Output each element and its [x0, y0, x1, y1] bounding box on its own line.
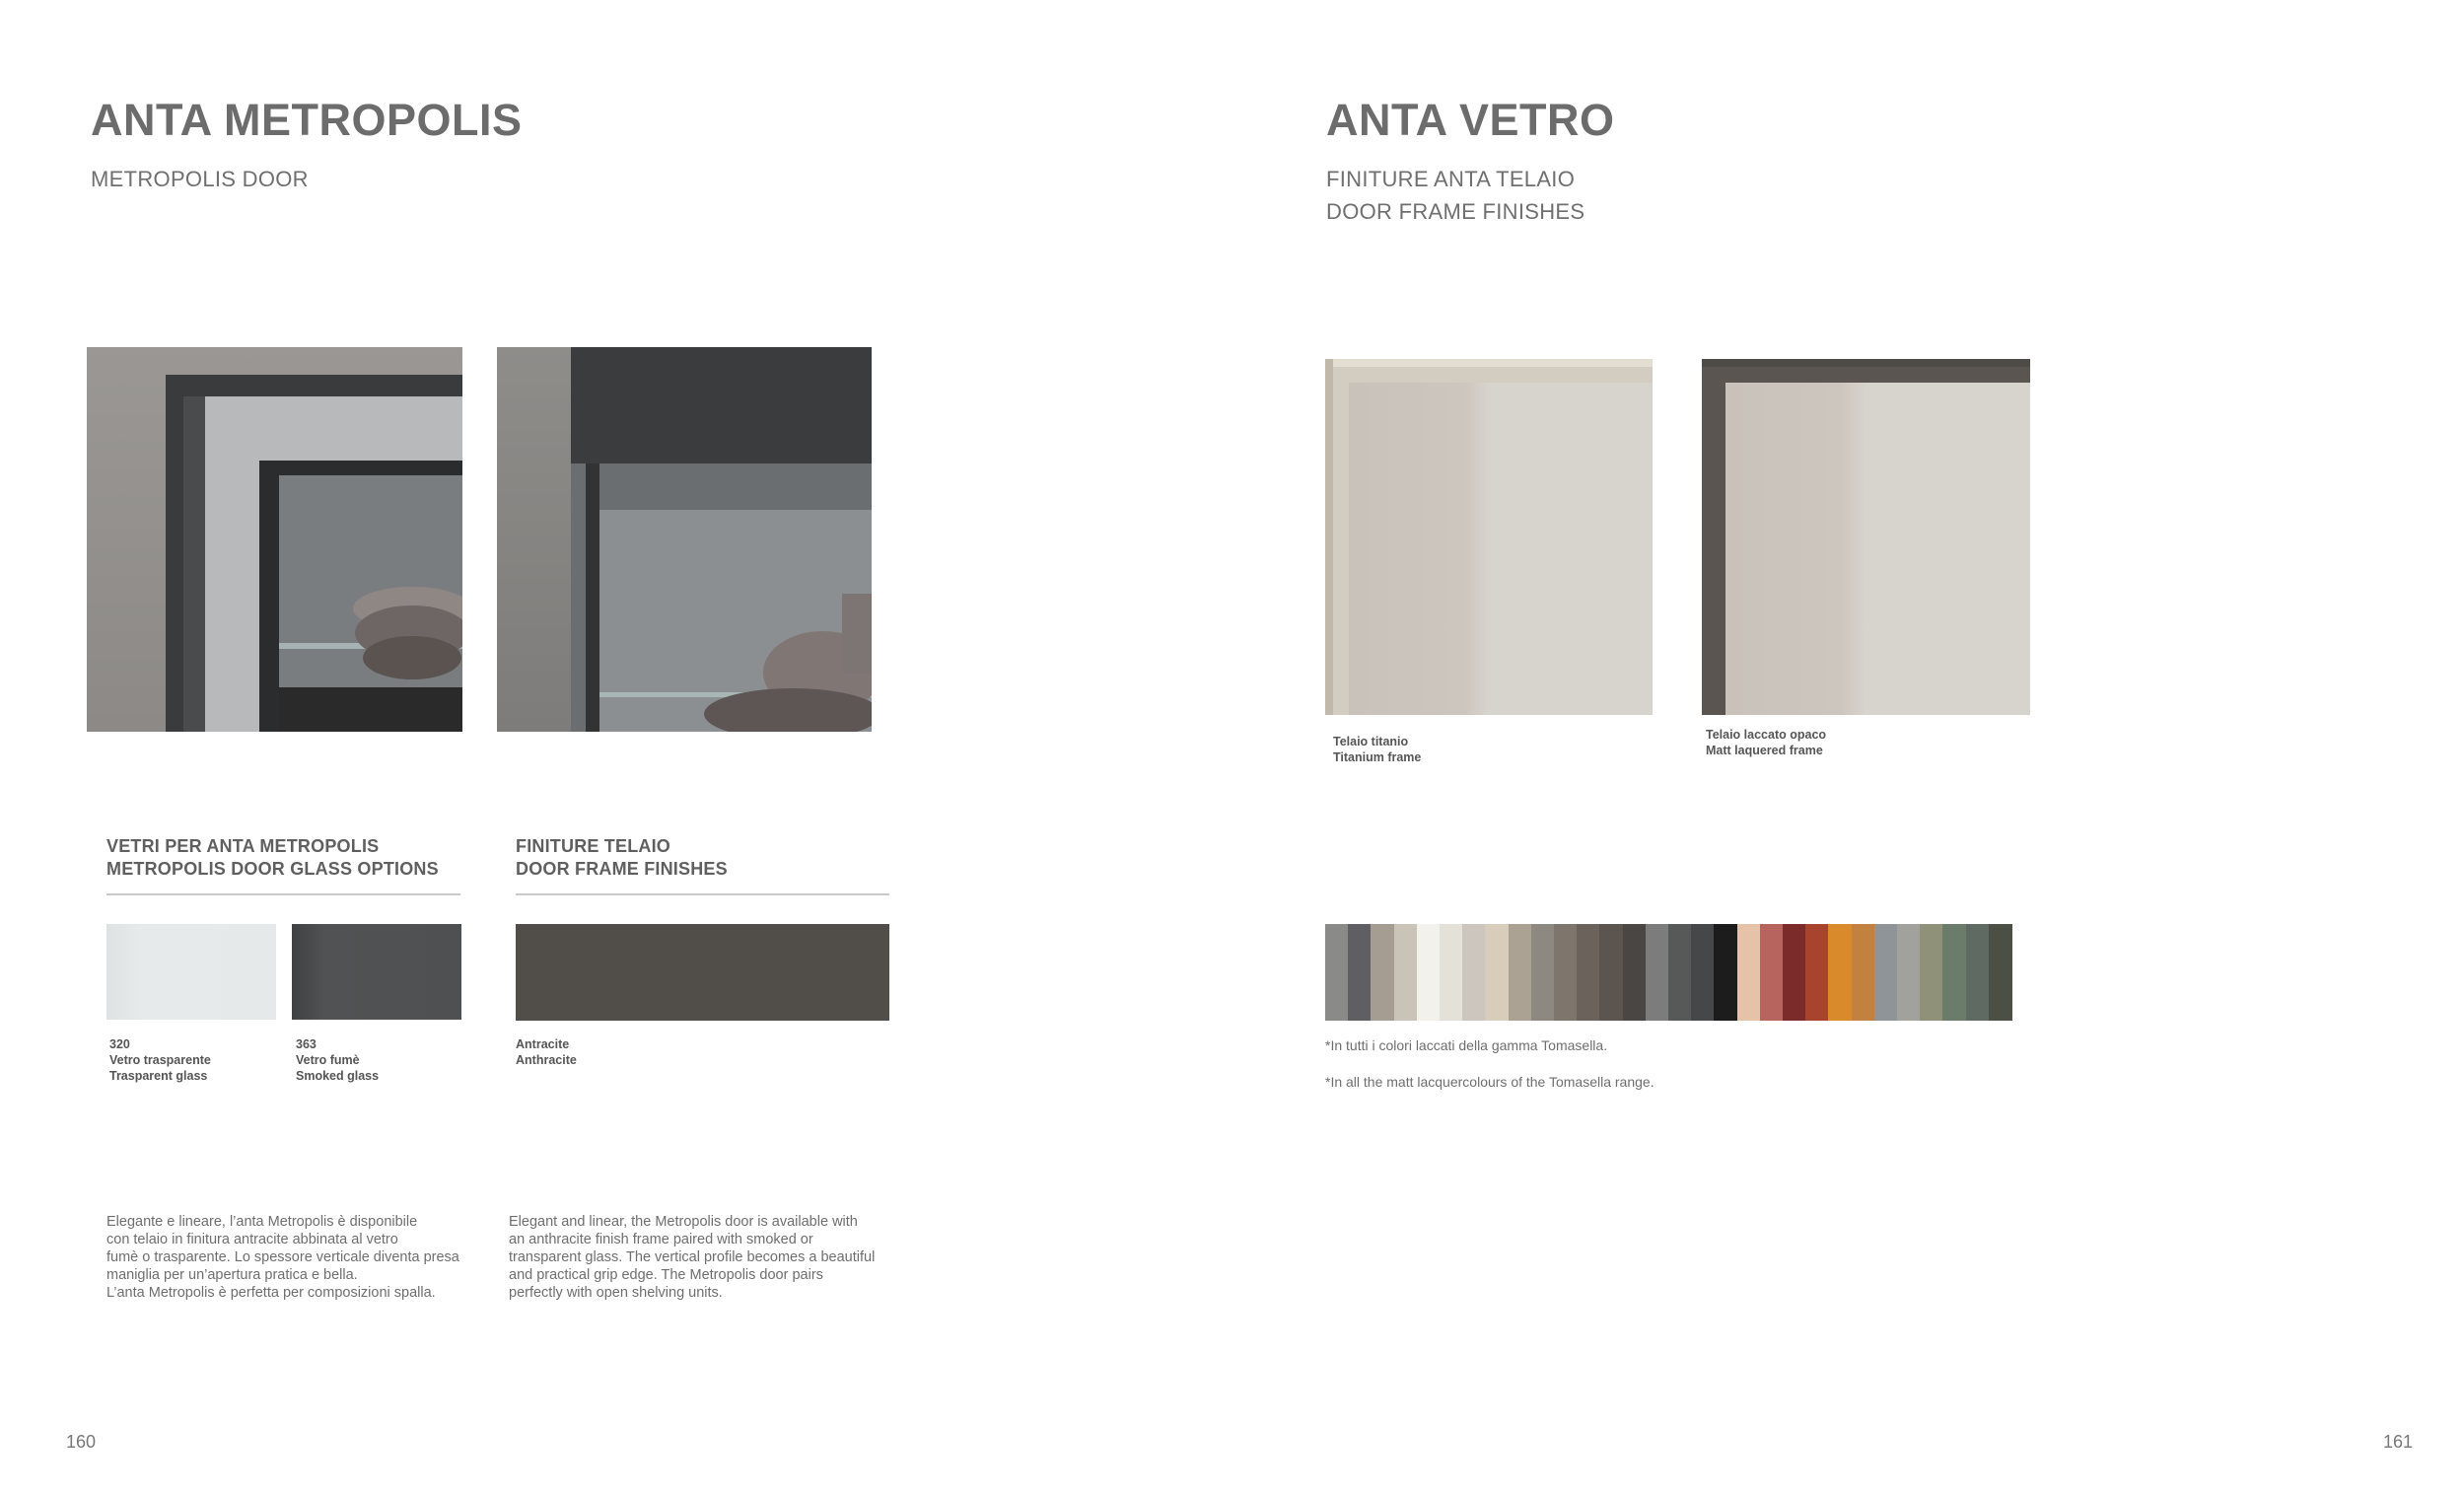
glass-name-en: Smoked glass [296, 1069, 380, 1083]
lacquer-swatch [1531, 924, 1555, 1021]
finish-name-it: Telaio laccato opaco [1706, 728, 1827, 742]
caption-anthracite [516, 1036, 577, 1068]
glass-section-divider [106, 893, 460, 895]
lacquer-swatch [1920, 924, 1943, 1021]
caption-transparent-glass [109, 1036, 211, 1084]
finish-name-en: Anthracite [516, 1053, 577, 1067]
lacquer-swatch [1462, 924, 1486, 1021]
swatch-transparent-glass [106, 924, 276, 1020]
text-line: perfectly with open shelving units. [509, 1285, 723, 1301]
lacquer-swatch [1897, 924, 1921, 1021]
lacquer-swatch [1737, 924, 1761, 1021]
lacquer-swatch [1966, 924, 1990, 1021]
text-line: maniglia per un’apertura pratica e bella. [106, 1267, 358, 1283]
glass-name-it: Vetro trasparente [109, 1053, 211, 1067]
lacquer-swatch [1485, 924, 1509, 1021]
frame-finishes-title-it: FINITURE TELAIO [516, 836, 670, 856]
text-line: and practical grip edge. The Metropolis door pairs [509, 1267, 823, 1283]
lacquer-swatch [1852, 924, 1875, 1021]
lacquer-swatch [1440, 924, 1463, 1021]
glass-code: 363 [296, 1037, 317, 1051]
description-italian [106, 1213, 501, 1302]
frame-finishes-title [516, 835, 728, 881]
finish-name-it: Antracite [516, 1037, 570, 1051]
lacquer-swatch [1691, 924, 1715, 1021]
titanium-frame-sample [1325, 359, 1653, 715]
lacquer-swatch [1942, 924, 1966, 1021]
lacquer-swatch [1783, 924, 1806, 1021]
glass-code: 320 [109, 1037, 130, 1051]
caption-lacquered-frame [1706, 727, 1826, 758]
lacquer-swatch [1828, 924, 1852, 1021]
lacquer-swatch [1805, 924, 1829, 1021]
page-number-left: 160 [66, 1432, 97, 1452]
lacquer-swatch [1668, 924, 1692, 1021]
description-english [509, 1213, 903, 1302]
lacquer-swatch [1325, 924, 1349, 1021]
lacquer-swatch [1874, 924, 1898, 1021]
lacquer-swatch [1509, 924, 1532, 1021]
lacquer-swatch [1417, 924, 1441, 1021]
subtitle-it: FINITURE ANTA TELAIO [1326, 167, 1576, 191]
text-line: fumè o trasparente. Lo spessore verticale diventa presa [106, 1249, 459, 1265]
lacquer-swatch [1577, 924, 1600, 1021]
glass-options-title-it: VETRI PER ANTA METROPOLIS [106, 836, 380, 856]
lacquer-swatch [1646, 924, 1669, 1021]
text-line: Elegant and linear, the Metropolis door is available with [509, 1214, 858, 1230]
note-italian: *In tutti i colori laccati della gamma Tomasella. [1325, 1037, 1608, 1053]
text-line: an anthracite finish frame paired with smoked or [509, 1232, 813, 1247]
text-line: con telaio in finitura antracite abbinata al vetro [106, 1232, 398, 1247]
page-subtitle-right [1326, 163, 1584, 228]
lacquer-swatch [1371, 924, 1394, 1021]
subtitle-en: DOOR FRAME FINISHES [1326, 199, 1585, 224]
lacquer-swatch [1989, 924, 2012, 1021]
page-title-right: ANTA VETRO [1326, 95, 1615, 145]
lacquer-swatch [1599, 924, 1623, 1021]
glass-name-it: Vetro fumè [296, 1053, 360, 1067]
lacquer-swatch [1714, 924, 1737, 1021]
lacquer-swatch [1348, 924, 1372, 1021]
caption-smoked-glass [296, 1036, 379, 1084]
swatch-anthracite [516, 924, 889, 1021]
text-line: L’anta Metropolis è perfetta per composizioni spalla. [106, 1285, 436, 1301]
lacquer-swatch [1623, 924, 1647, 1021]
finish-name-en: Matt laquered frame [1706, 744, 1823, 757]
metropolis-photo-1 [87, 347, 462, 732]
page-title-left: ANTA METROPOLIS [91, 95, 523, 145]
text-line: transparent glass. The vertical profile becomes a beautiful [509, 1249, 876, 1265]
metropolis-photo-2 [497, 347, 872, 732]
finish-name-en: Titanium frame [1333, 750, 1422, 764]
lacquer-swatch [1554, 924, 1578, 1021]
page-subtitle-left: METROPOLIS DOOR [91, 167, 309, 191]
page-number-right: 161 [2383, 1432, 2414, 1452]
lacquer-swatch [1760, 924, 1784, 1021]
lacquer-color-strip [1325, 924, 2011, 1021]
glass-options-title [106, 835, 439, 881]
text-line: Elegante e lineare, l’anta Metropolis è disponibile [106, 1214, 418, 1230]
lacquer-swatch [1394, 924, 1418, 1021]
caption-titanium-frame [1333, 734, 1421, 765]
glass-name-en: Trasparent glass [109, 1069, 208, 1083]
lacquered-frame-sample [1702, 359, 2030, 715]
frame-section-divider [516, 893, 889, 895]
finish-name-it: Telaio titanio [1333, 735, 1409, 748]
glass-options-title-en: METROPOLIS DOOR GLASS OPTIONS [106, 859, 439, 879]
swatch-smoked-glass [292, 924, 461, 1020]
frame-finishes-title-en: DOOR FRAME FINISHES [516, 859, 728, 879]
note-english: *In all the matt lacquercolours of the Tomasella range. [1325, 1074, 1654, 1090]
